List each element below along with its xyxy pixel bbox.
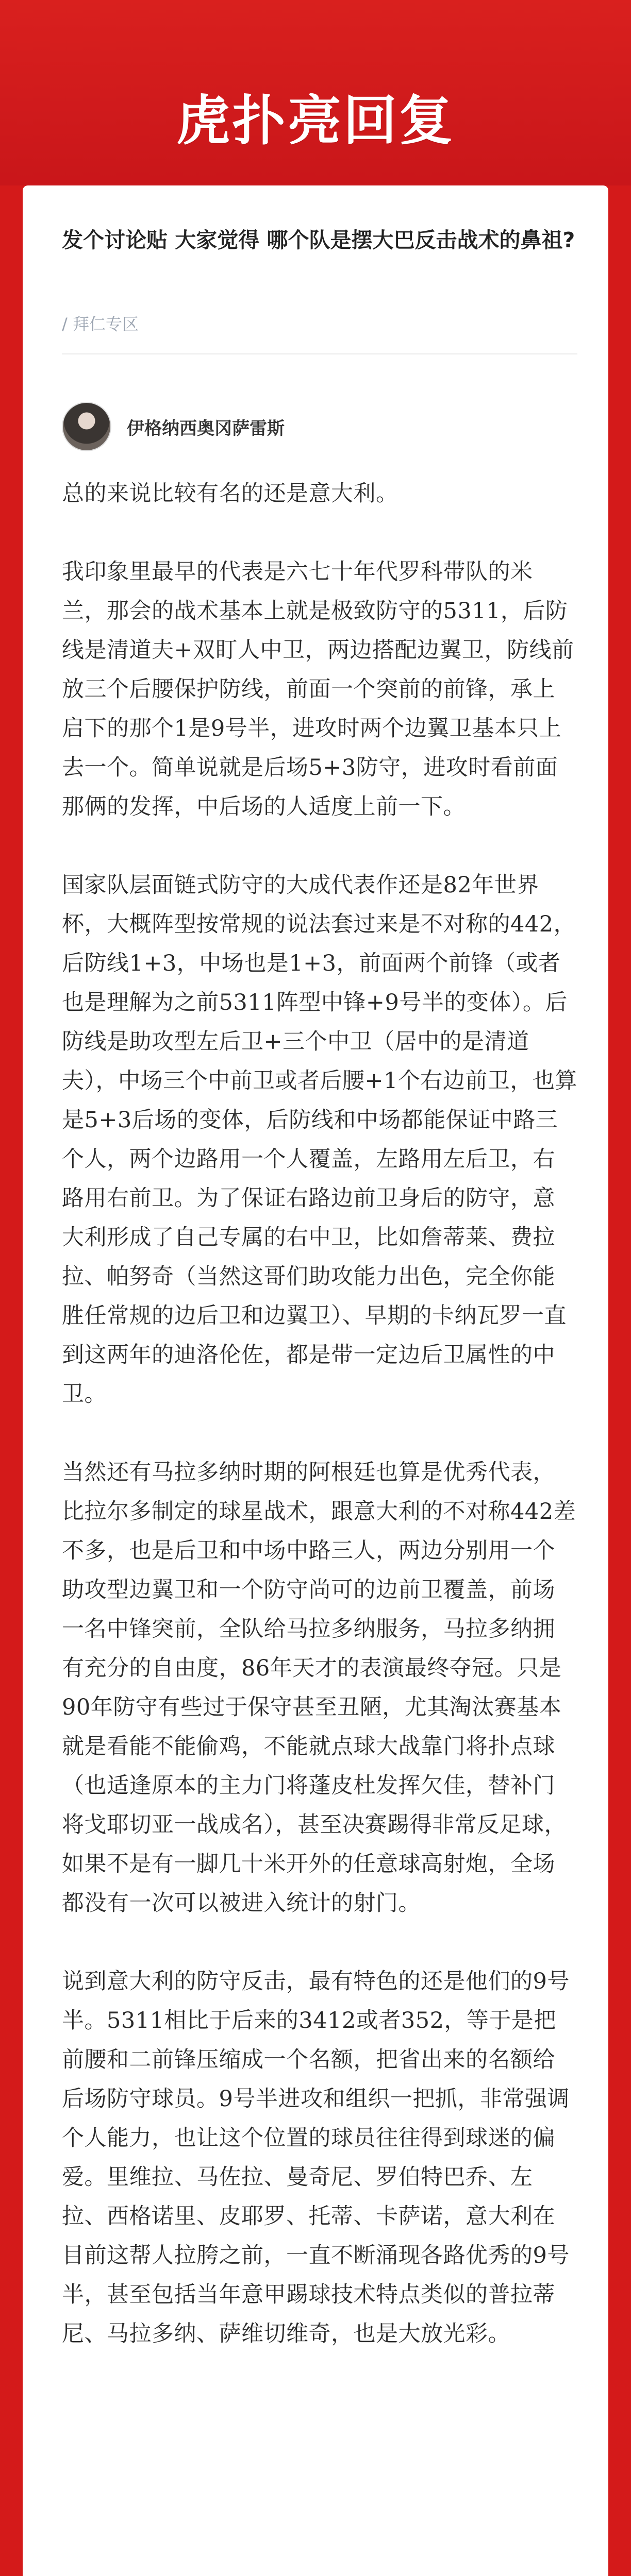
app-logo: 虎扑亮回复 [176, 89, 455, 152]
post-card [23, 185, 608, 2576]
reply-paragraph: 国家队层面链式防守的大成代表作还是82年世界杯，大概阵型按常规的说法套过来是不对称的442，后防线1+3，中场也是1+3，前面两个前锋（或者也是理解为之前5311阵型中锋+9号半的变体）。后防线是助攻型左后卫+三个中卫（居中的是清道夫），中场三个中前卫或者后腰+1个右边前卫，也算是5+3后场的变体，后防线和中场都能保证中路三个人，两个边路用一个人覆盖，左路用左后卫，右路用右前卫。为了保证右路边前卫身后的防守，意大利形成了自己专属的右中卫，比如詹蒂莱、费拉拉、帕努奇（当然这哥们助攻能力出色，完全你能胜任常规的边后卫和边翼卫）、早期的卡纳瓦罗一直到这两年的迪洛伦佐，都是带一定边后卫属性的中卫。 [62, 872, 577, 1407]
board-link[interactable]: / 拜仁专区 [62, 314, 139, 334]
post-title: 发个讨论贴 大家觉得 哪个队是摆大巴反击战术的鼻祖? [62, 228, 575, 252]
author-row[interactable] [62, 402, 285, 451]
header [0, 0, 631, 185]
author-name[interactable]: 伊格纳西奥冈萨雷斯 [127, 418, 285, 439]
reply-paragraph: 总的来说比较有名的还是意大利。 [62, 481, 398, 506]
divider [62, 353, 577, 354]
reply-paragraph: 我印象里最早的代表是六七十年代罗科带队的米兰，那会的战术基本上就是极致防守的5311，后防线是清道夫+双盯人中卫，两边搭配边翼卫，防线前放三个后腰保护防线，前面一个突前的前锋，承上启下的那个1是9号半，进攻时两个边翼卫基本只上去一个。简单说就是后场5+3防守，进攻时看前面那俩的发挥，中后场的人适度上前一下。 [62, 559, 574, 820]
reply-paragraph: 说到意大利的防守反击，最有特色的还是他们的9号半。5311相比于后来的3412或者352，等于是把前腰和二前锋压缩成一个名额，把省出来的名额给后场防守球员。9号半进攻和组织一把抓，非常强调个人能力，也让这个位置的球员往往得到球迷的偏爱。里维拉、马佐拉、曼奇尼、罗伯特巴乔、左拉、西格诺里、皮耶罗、托蒂、卡萨诺，意大利在目前这帮人拉胯之前，一直不断涌现各路优秀的9号半，甚至包括当年意甲踢球技术特点类似的普拉蒂尼、马拉多纳、萨维切维奇，也是大放光彩。 [62, 1969, 570, 2347]
reply-body [62, 474, 577, 2393]
reply-paragraph: 当然还有马拉多纳时期的阿根廷也算是优秀代表，比拉尔多制定的球星战术，跟意大利的不对称442差不多，也是后卫和中场中路三人，两边分别用一个助攻型边翼卫和一个防守尚可的边前卫覆盖，前场一名中锋突前，全队给马拉多纳服务，马拉多纳拥有充分的自由度，86年天才的表演最终夺冠。只是90年防守有些过于保守甚至丑陋，尤其淘汰赛基本就是看能不能偷鸡，不能就点球大战靠门将扑点球（也适逢原本的主力门将蓬皮杜发挥欠佳，替补门将戈耶切亚一战成名），甚至决赛踢得非常反足球，如果不是有一脚几十米开外的任意球高射炮，全场都没有一次可以被进入统计的射门。 [62, 1460, 576, 1916]
avatar[interactable] [62, 402, 111, 451]
